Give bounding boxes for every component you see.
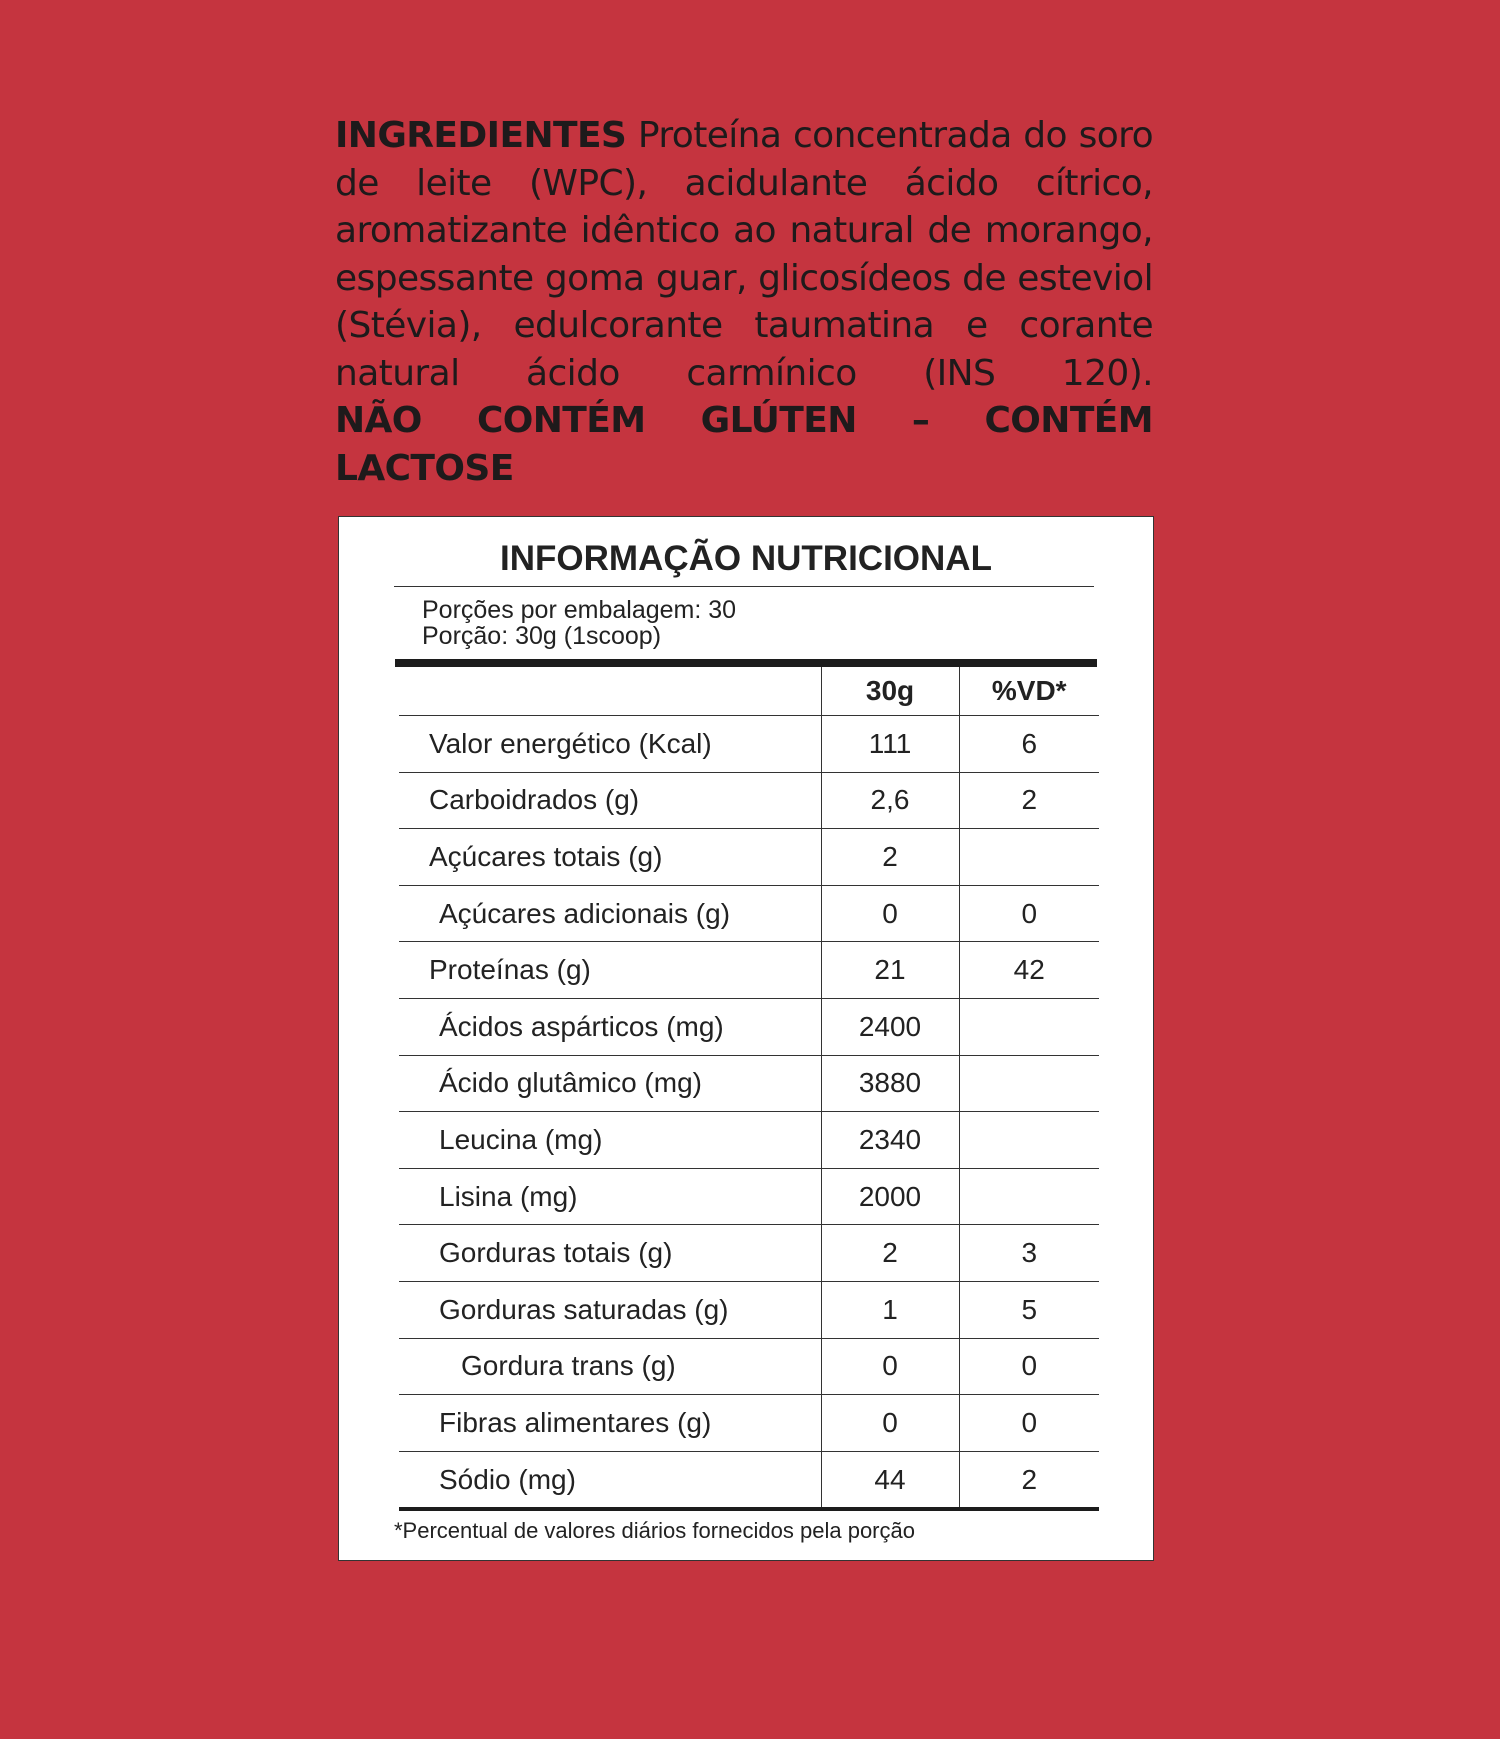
nutrient-name: Ácido glutâmico (mg) xyxy=(399,1055,821,1112)
table-row xyxy=(399,942,1099,999)
nutrition-title: INFORMAÇÃO NUTRICIONAL xyxy=(500,539,992,578)
servings-per-package: Porções por embalagem: 30 xyxy=(422,596,737,624)
table-row xyxy=(399,1395,1099,1452)
nutrient-name: Gorduras saturadas (g) xyxy=(399,1281,821,1338)
nutrient-amount: 21 xyxy=(821,942,959,999)
nutrient-dv xyxy=(959,1168,1099,1225)
nutrient-name: Valor energético (Kcal) xyxy=(399,716,821,773)
nutrient-dv: 2 xyxy=(959,1451,1099,1509)
nutrient-amount: 0 xyxy=(821,885,959,942)
ingredients-paragraph xyxy=(335,112,1153,492)
nutrient-amount: 2000 xyxy=(821,1168,959,1225)
nutrient-name: Fibras alimentares (g) xyxy=(399,1395,821,1452)
nutrient-amount: 111 xyxy=(821,716,959,773)
nutrient-dv: 2 xyxy=(959,772,1099,829)
table-row xyxy=(399,1451,1099,1509)
nutrient-dv xyxy=(959,829,1099,886)
nutrient-name: Gordura trans (g) xyxy=(399,1338,821,1395)
allergen-warning: NÃO CONTÉM GLÚTEN – CONTÉM LACTOSE xyxy=(335,400,1153,489)
daily-value-footnote: *Percentual de valores diários fornecidos pela porção xyxy=(394,1518,915,1543)
table-row xyxy=(399,1168,1099,1225)
nutrient-dv: 3 xyxy=(959,1225,1099,1282)
table-row xyxy=(399,716,1099,773)
header-nutrient xyxy=(399,667,821,716)
nutrition-facts-panel xyxy=(338,516,1154,1561)
thick-divider xyxy=(395,659,1097,667)
table-row xyxy=(399,885,1099,942)
serving-info xyxy=(422,597,736,649)
nutrient-amount: 44 xyxy=(821,1451,959,1509)
nutrient-amount: 2 xyxy=(821,829,959,886)
nutrient-dv: 5 xyxy=(959,1281,1099,1338)
table-row xyxy=(399,1281,1099,1338)
nutrient-name: Carboidrados (g) xyxy=(399,772,821,829)
nutrient-dv: 6 xyxy=(959,716,1099,773)
nutrient-amount: 3880 xyxy=(821,1055,959,1112)
title-divider xyxy=(394,586,1094,587)
table-header-row xyxy=(399,667,1099,716)
nutrient-dv: 0 xyxy=(959,885,1099,942)
nutrient-name: Sódio (mg) xyxy=(399,1451,821,1509)
nutrient-amount: 1 xyxy=(821,1281,959,1338)
nutrient-dv xyxy=(959,1055,1099,1112)
nutrient-amount: 0 xyxy=(821,1395,959,1452)
nutrient-amount: 2340 xyxy=(821,1112,959,1169)
nutrient-amount: 2400 xyxy=(821,998,959,1055)
nutrient-dv: 0 xyxy=(959,1395,1099,1452)
nutrition-table xyxy=(399,667,1099,1511)
nutrient-amount: 2 xyxy=(821,1225,959,1282)
nutrient-dv: 42 xyxy=(959,942,1099,999)
header-daily-value: %VD* xyxy=(959,667,1099,716)
nutrient-name: Leucina (mg) xyxy=(399,1112,821,1169)
nutrient-dv xyxy=(959,998,1099,1055)
nutrient-name: Lisina (mg) xyxy=(399,1168,821,1225)
ingredients-heading: INGREDIENTES xyxy=(335,115,627,156)
nutrient-name: Açúcares totais (g) xyxy=(399,829,821,886)
nutrient-amount: 0 xyxy=(821,1338,959,1395)
header-amount: 30g xyxy=(821,667,959,716)
ingredients-text: Proteína concentrada do soro de leite (WPC), acidulante ácido cítrico, aromatizante idêntico ao natural de morango, espessante goma guar, glicosídeos de esteviol (Stévia), edulcorante taumatina e corante natural ácido carmínico (INS 120). xyxy=(335,115,1153,394)
nutrient-name: Açúcares adicionais (g) xyxy=(399,885,821,942)
table-row xyxy=(399,1225,1099,1282)
nutrient-name: Ácidos aspárticos (mg) xyxy=(399,998,821,1055)
serving-size: Porção: 30g (1scoop) xyxy=(422,622,662,650)
nutrient-dv xyxy=(959,1112,1099,1169)
table-row xyxy=(399,772,1099,829)
nutrient-dv: 0 xyxy=(959,1338,1099,1395)
nutrient-name: Proteínas (g) xyxy=(399,942,821,999)
nutrient-amount: 2,6 xyxy=(821,772,959,829)
nutrient-name: Gorduras totais (g) xyxy=(399,1225,821,1282)
table-row xyxy=(399,1338,1099,1395)
table-row xyxy=(399,1055,1099,1112)
table-row xyxy=(399,998,1099,1055)
table-row xyxy=(399,829,1099,886)
table-row xyxy=(399,1112,1099,1169)
